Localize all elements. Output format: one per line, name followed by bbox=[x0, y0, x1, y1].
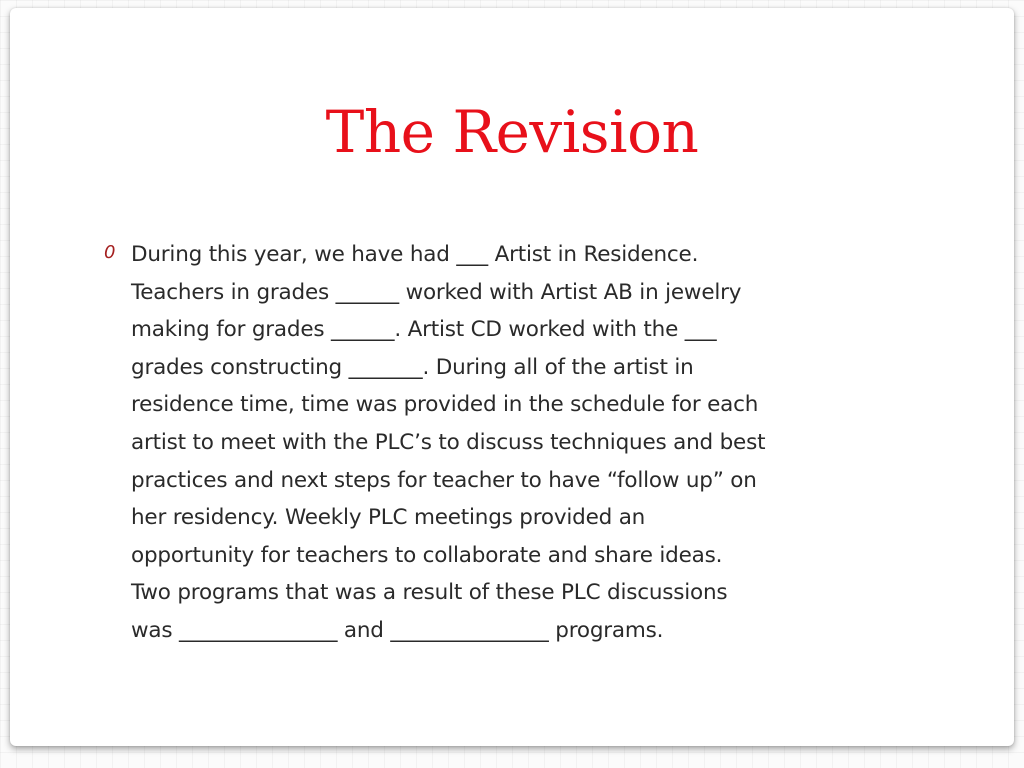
slide-title: The Revision bbox=[325, 98, 699, 166]
bullet-marker-icon: 0 bbox=[104, 242, 116, 263]
bullet-item bbox=[104, 236, 924, 650]
bullet-text: During this year, we have had ___ Artist in Residence. Teachers in grades ______ worked with Artist AB in jewelry making for grades ______. Artist CD worked with the ___ grades constructing _______. During all of the artist in residence time, time was provided in the schedule for each artist to meet with the PLC’s to discuss techniques and best practices and next steps for teacher to have “follow up” on her residency. Weekly PLC meetings provided an opportunity for teachers to collaborate and share ideas. Two programs that was a result of these PLC discussions was _______________ and _______________ programs. bbox=[131, 242, 766, 643]
slide-content bbox=[104, 236, 924, 650]
